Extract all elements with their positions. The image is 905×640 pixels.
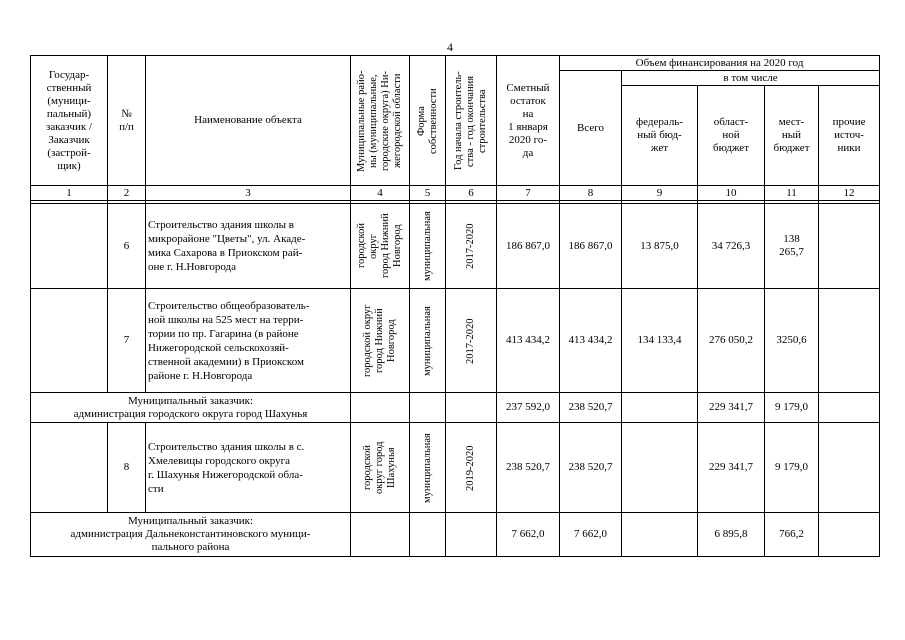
- cell-empty: [446, 393, 497, 423]
- header-funding: Объем финансирования на 2020 год: [560, 56, 880, 71]
- cell-other: [819, 423, 880, 513]
- header-customer: Государ- ственный (муници- пальный) заказчик / Заказчик (застрой- щик): [31, 56, 108, 186]
- cell-ownership: муниципальная: [410, 289, 446, 393]
- column-number: 5: [410, 186, 446, 201]
- table-row: [31, 204, 880, 289]
- cell-local: 3250,6: [765, 289, 819, 393]
- table-row: [31, 289, 880, 393]
- cell-district: городской округ город Нижний Новгород: [351, 289, 410, 393]
- cell-regional: 229 341,7: [698, 393, 765, 423]
- cell-other: [819, 513, 880, 557]
- header-district: Муниципальные райо- ны (муниципальные, городские округа) Ни- жегородской области: [351, 56, 410, 186]
- column-number: 1: [31, 186, 108, 201]
- cell-estimate: 186 867,0: [497, 204, 560, 289]
- column-number: 10: [698, 186, 765, 201]
- cell-regional: 6 895,8: [698, 513, 765, 557]
- cell-regional: 34 726,3: [698, 204, 765, 289]
- cell-customer: [31, 423, 108, 513]
- header-estimate: Сметный остаток на 1 января 2020 го- да: [497, 56, 560, 186]
- column-numbers-row: [31, 186, 880, 201]
- cell-name: Строительство здания школы в микрорайоне "Цветы", ул. Акаде- мика Сахарова в Приокском рай- оне г. Н.Новгорода: [146, 204, 351, 289]
- cell-empty: [410, 513, 446, 557]
- header-other: прочие источ- ники: [819, 86, 880, 186]
- page-number: 4: [447, 40, 453, 54]
- cell-federal: [622, 393, 698, 423]
- cell-years: 2017-2020: [446, 204, 497, 289]
- cell-name: Строительство здания школы в с. Хмелевицы городского округа г. Шахунья Нижегородской обла- сти: [146, 423, 351, 513]
- cell-other: [819, 204, 880, 289]
- cell-local: 138 265,7: [765, 204, 819, 289]
- cell-num: 7: [108, 289, 146, 393]
- customer-label: Муниципальный заказчик: администрация городского округа город Шахунья: [31, 393, 351, 423]
- header-local: мест- ный бюджет: [765, 86, 819, 186]
- column-number: 3: [146, 186, 351, 201]
- cell-total: 7 662,0: [560, 513, 622, 557]
- header-regional: област- ной бюджет: [698, 86, 765, 186]
- header-years: Год начала строитель- ства - год окончания строительства: [446, 56, 497, 186]
- column-number: 4: [351, 186, 410, 201]
- column-number: 12: [819, 186, 880, 201]
- cell-local: 766,2: [765, 513, 819, 557]
- cell-total: 413 434,2: [560, 289, 622, 393]
- cell-empty: [446, 513, 497, 557]
- column-number: 9: [622, 186, 698, 201]
- cell-empty: [351, 513, 410, 557]
- customer-label: Муниципальный заказчик: администрация Дальнеконстантиновского муници- пального района: [31, 513, 351, 557]
- cell-federal: 134 133,4: [622, 289, 698, 393]
- header-including: в том числе: [622, 71, 880, 86]
- cell-local: 9 179,0: [765, 393, 819, 423]
- column-number: 6: [446, 186, 497, 201]
- cell-estimate: 238 520,7: [497, 423, 560, 513]
- cell-customer: [31, 289, 108, 393]
- column-number: 7: [497, 186, 560, 201]
- financing-table: [30, 55, 880, 557]
- cell-federal: 13 875,0: [622, 204, 698, 289]
- header-federal: федераль- ный бюд- жет: [622, 86, 698, 186]
- customer-subtotal-row: [31, 393, 880, 423]
- cell-empty: [351, 393, 410, 423]
- cell-district: городской округ город Шахунья: [351, 423, 410, 513]
- cell-local: 9 179,0: [765, 423, 819, 513]
- cell-total: 186 867,0: [560, 204, 622, 289]
- column-number: 8: [560, 186, 622, 201]
- cell-ownership: муниципальная: [410, 204, 446, 289]
- cell-federal: [622, 423, 698, 513]
- column-number: 2: [108, 186, 146, 201]
- table-row: [31, 423, 880, 513]
- cell-estimate: 7 662,0: [497, 513, 560, 557]
- cell-customer: [31, 204, 108, 289]
- cell-estimate: 237 592,0: [497, 393, 560, 423]
- cell-regional: 276 050,2: [698, 289, 765, 393]
- cell-num: 6: [108, 204, 146, 289]
- cell-estimate: 413 434,2: [497, 289, 560, 393]
- cell-other: [819, 289, 880, 393]
- column-number: 11: [765, 186, 819, 201]
- cell-num: 8: [108, 423, 146, 513]
- cell-district: городской округ город Нижний Новгород: [351, 204, 410, 289]
- cell-total: 238 520,7: [560, 423, 622, 513]
- cell-ownership: муниципальная: [410, 423, 446, 513]
- cell-regional: 229 341,7: [698, 423, 765, 513]
- cell-empty: [410, 393, 446, 423]
- header-num: № п/п: [108, 56, 146, 186]
- cell-years: 2017-2020: [446, 289, 497, 393]
- cell-years: 2019-2020: [446, 423, 497, 513]
- cell-name: Строительство общеобразователь- ной школы на 525 мест на терри- тории по пр. Гагарина (в районе Нижегородской сельскохозяй- ственной академии) в Приокском районе г. Н.Новгорода: [146, 289, 351, 393]
- header-total: Всего: [560, 71, 622, 186]
- cell-total: 238 520,7: [560, 393, 622, 423]
- header-name: Наименование объекта: [146, 56, 351, 186]
- header-ownership: Форма собственности: [410, 56, 446, 186]
- cell-federal: [622, 513, 698, 557]
- customer-subtotal-row: [31, 513, 880, 557]
- cell-other: [819, 393, 880, 423]
